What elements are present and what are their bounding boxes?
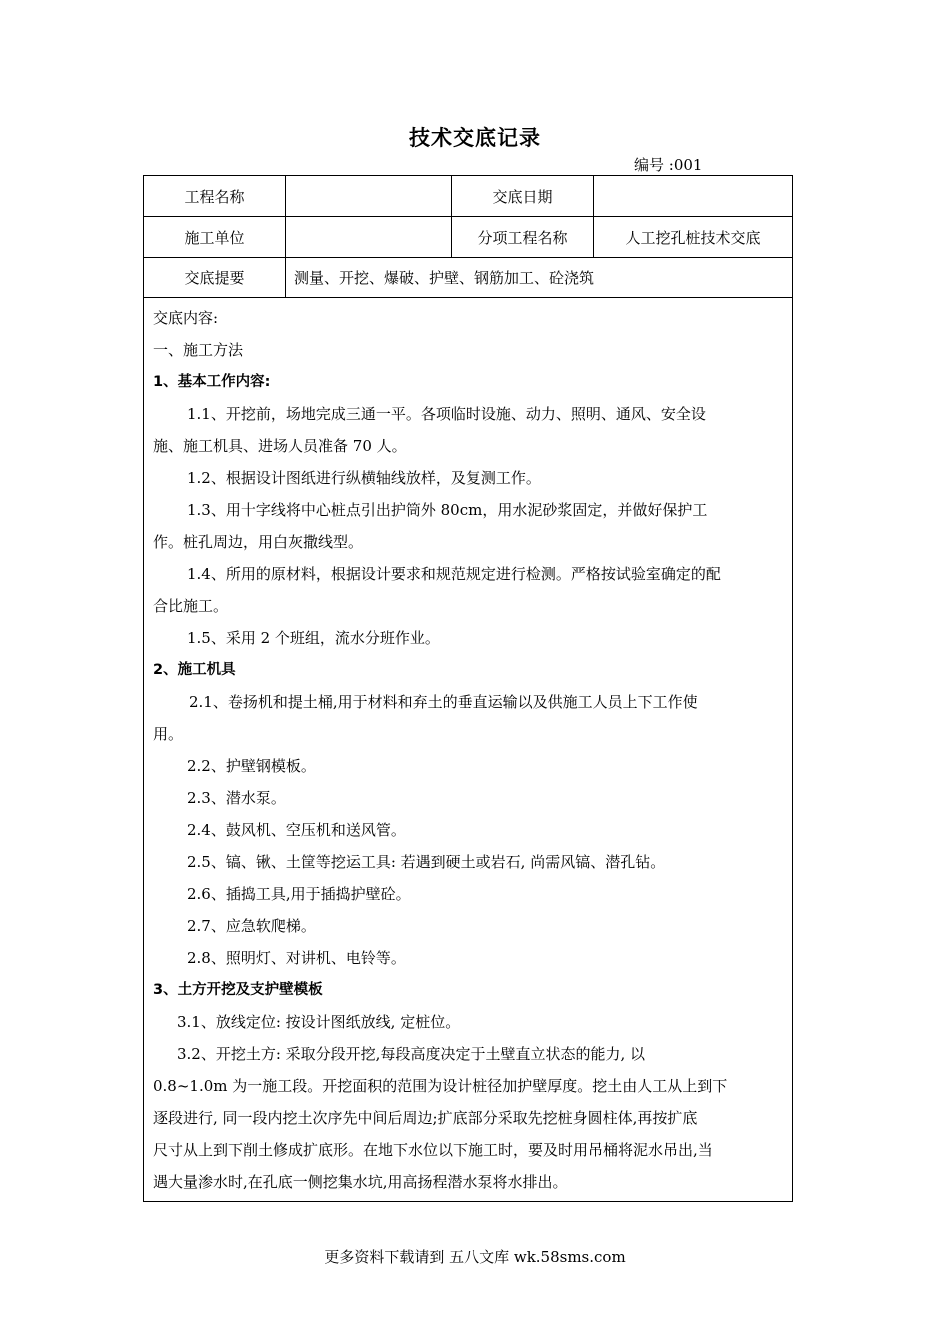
content-line: 交底内容: xyxy=(153,309,219,327)
content-line: 1.4、所用的原材料，根据设计要求和规范规定进行检测。严格按试验室确定的配 xyxy=(187,565,721,583)
table-row xyxy=(144,298,793,1202)
content-line: 3.1、放线定位: 按设计图纸放线, 定桩位。 xyxy=(177,1013,461,1031)
content-line: 用。 xyxy=(153,725,184,743)
content-line: 2.1、卷扬机和提土桶,用于材料和弃土的垂直运输以及供施工人员上下工作使 xyxy=(189,693,698,711)
content-line: 2.8、照明灯、对讲机、电铃等。 xyxy=(187,949,406,967)
document-number: 编号 :001 xyxy=(634,156,703,174)
date-value xyxy=(594,176,793,217)
date-label: 交底日期 xyxy=(452,176,594,217)
content-line: 作。桩孔周边，用白灰撒线型。 xyxy=(153,533,364,551)
content-line: 尺寸从上到下削土修成扩底形。在地下水位以下施工时，要及时用吊桶将泥水吊出,当 xyxy=(153,1141,713,1159)
content-line: 合比施工。 xyxy=(153,597,229,615)
content-line: 0.8~1.0m 为一施工段。开挖面积的范围为设计桩径加护壁厚度。挖土由人工从上到下 xyxy=(153,1077,728,1095)
content-line: 1.5、采用 2 个班组，流水分班作业。 xyxy=(187,629,440,647)
section-heading: 2、施工机具 xyxy=(153,662,236,678)
content-line: 2.6、插捣工具,用于插捣护壁砼。 xyxy=(187,885,411,903)
content-line: 1.2、根据设计图纸进行纵横轴线放样，及复测工作。 xyxy=(187,469,541,487)
content-line: 一、施工方法 xyxy=(153,341,244,359)
summary-value: 测量、开挖、爆破、护壁、钢筋加工、砼浇筑 xyxy=(286,258,793,298)
content-line: 2.2、护壁钢模板。 xyxy=(187,757,316,775)
project-name-label: 工程名称 xyxy=(144,176,286,217)
content-line: 施、施工机具、进场人员准备 70 人。 xyxy=(153,437,407,455)
footer-note: 更多资料下载请到 五八文库 wk.58sms.com xyxy=(324,1248,626,1266)
content-line: 3.2、开挖土方: 采取分段开挖,每段高度决定于土壁直立状态的能力, 以 xyxy=(177,1045,645,1063)
content-line: 2.5、镐、锹、土筐等挖运工具: 若遇到硬土或岩石, 尚需风镐、潜孔钻。 xyxy=(187,853,666,871)
sub-project-label: 分项工程名称 xyxy=(452,217,594,258)
document-title: 技术交底记录 xyxy=(409,126,541,150)
content-line: 2.7、应急软爬梯。 xyxy=(187,917,316,935)
content-line: 1.1、开挖前，场地完成三通一平。各项临时设施、动力、照明、通风、安全设 xyxy=(187,405,706,423)
record-table xyxy=(143,175,793,1202)
unit-value xyxy=(286,217,452,258)
unit-label: 施工单位 xyxy=(144,217,286,258)
table-row xyxy=(144,217,793,258)
content-line: 遇大量渗水时,在孔底一侧挖集水坑,用高扬程潜水泵将水排出。 xyxy=(153,1173,568,1191)
content-body xyxy=(153,305,784,1201)
content-line: 逐段进行, 同一段内挖土次序先中间后周边;扩底部分采取先挖桩身圆柱体,再按扩底 xyxy=(153,1109,698,1127)
project-name-value xyxy=(286,176,452,217)
content-line: 2.3、潜水泵。 xyxy=(187,789,286,807)
section-heading: 3、土方开挖及支护壁模板 xyxy=(153,982,323,998)
content-cell xyxy=(144,298,793,1202)
table-row xyxy=(144,258,793,298)
summary-label: 交底提要 xyxy=(144,258,286,298)
content-line: 2.4、鼓风机、空压机和送风管。 xyxy=(187,821,406,839)
table-row xyxy=(144,176,793,217)
section-heading: 1、基本工作内容: xyxy=(153,374,271,390)
content-line: 1.3、用十字线将中心桩点引出护筒外 80cm，用水泥砂浆固定，并做好保护工 xyxy=(187,501,708,519)
sub-project-value: 人工挖孔桩技术交底 xyxy=(594,217,793,258)
